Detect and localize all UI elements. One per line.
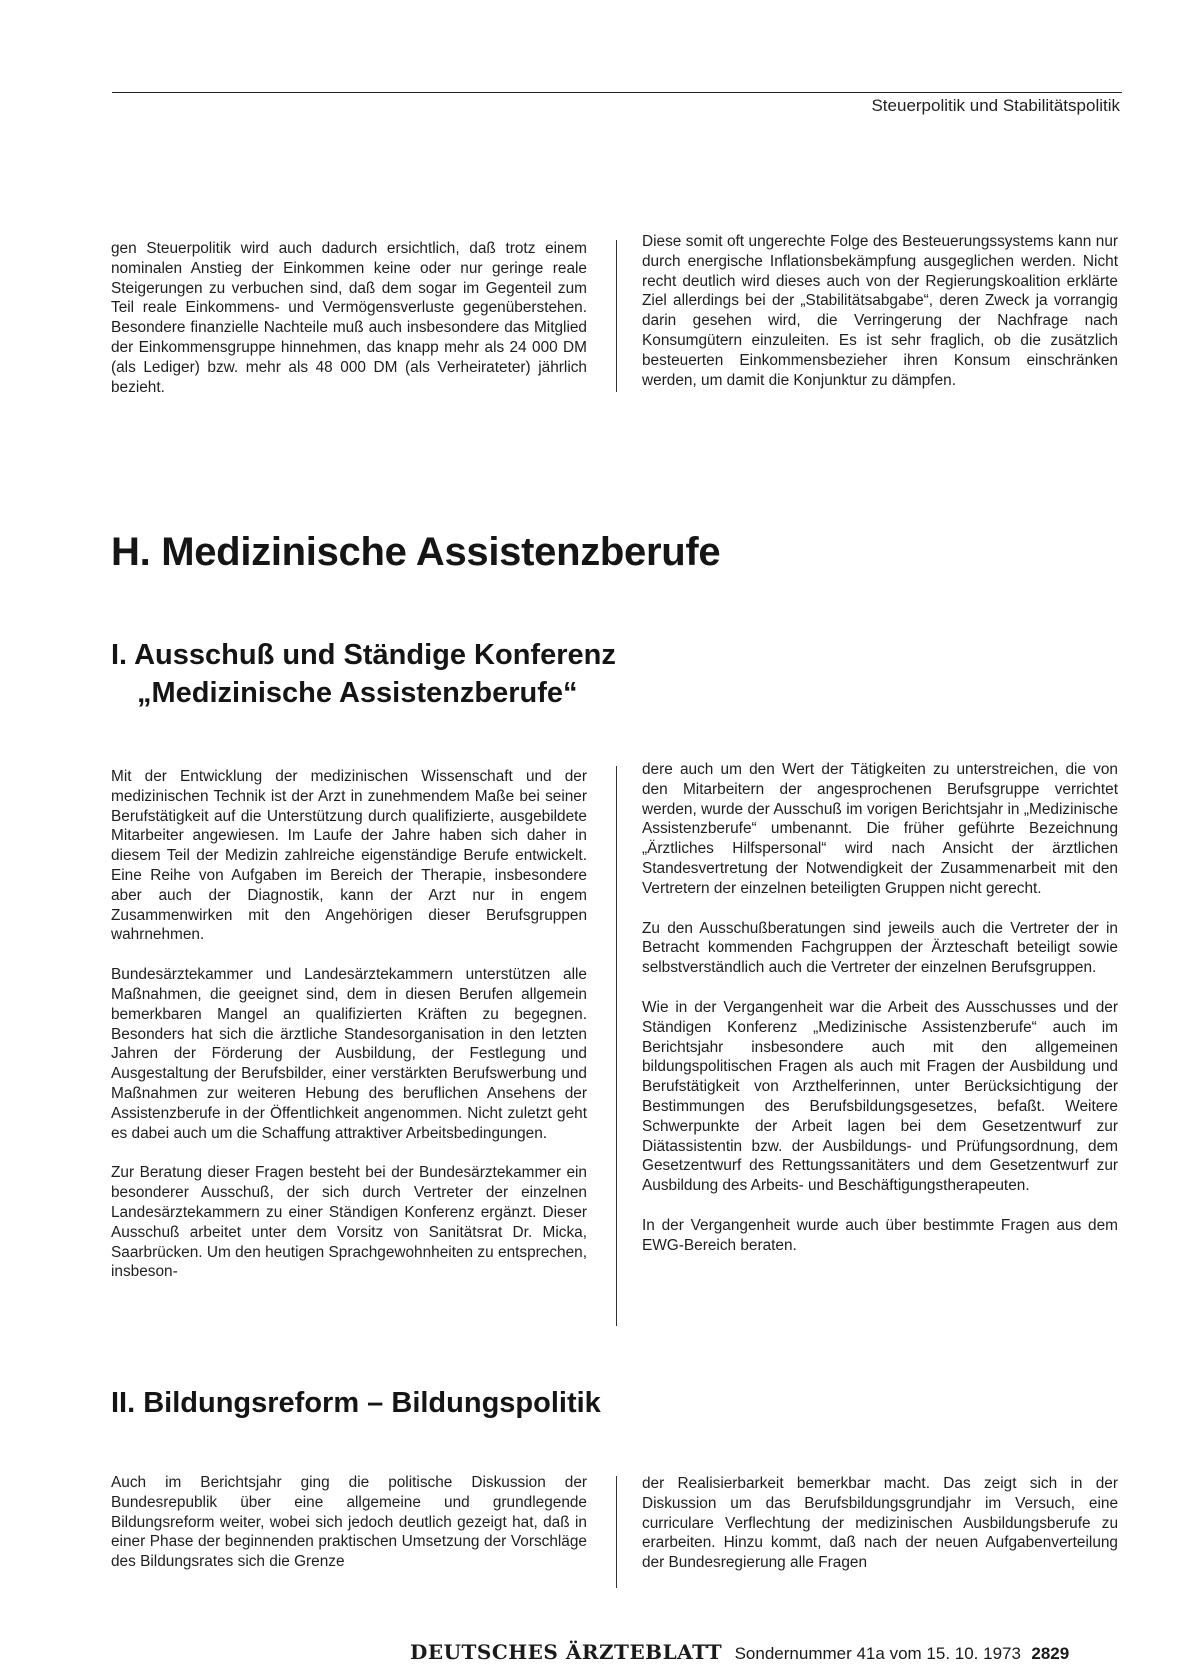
- section-1-left-column: [111, 767, 587, 1282]
- running-title: Steuerpolitik und Stabilitätspolitik: [871, 96, 1120, 115]
- paragraph: Diese somit oft ungerechte Folge des Besteuerungssystems kann nur durch energische Inflationsbekämpfung ausgeglichen werden. Nicht recht deutlich wird dieses auch von der Regierungskoalition erklärte Ziel allerdings bei der „Stabilitätsabgabe“, deren Zweck ja vorrangig darin gesehen wird, die Verringerung der Nachfrage nach Konsumgütern einzuleiten. Es ist sehr fraglich, ob die zusätzlich besteuerten Einkommensbezieher ihren Konsum einschränken werden, um damit die Konjunktur zu dämpfen.: [642, 233, 1118, 389]
- paragraph: Wie in der Vergangenheit war die Arbeit des Ausschusses und der Ständigen Konferenz „Medizinische Assistenzberufe“ auch im Berichtsjahr insbesondere auch mit den allgemeinen bildungspolitischen Fragen als auch mit Fragen der Ausbildung und Berufstätigkeit von Arzthelferinnen, unter Berücksichtigung der Bestimmungen des Berufsbildungsgesetzes, befaßt. Weitere Schwerpunkte der Arbeit lagen bei dem Gesetzentwurf zur Diätassistentin bzw. der Ausbildungs- und Prüfungsordnung, dem Gesetzentwurf des Rettungssanitäters und dem Gesetzentwurf zur Ausbildung des Arbeits- und Beschäftigungstherapeuten.: [642, 998, 1118, 1195]
- paragraph: der Realisierbarkeit bemerkbar macht. Das zeigt sich in der Diskussion um das Berufsbildungsgrundjahr im Versuch, eine curriculare Verflechtung der medizinischen Ausbildungsberufe zu erarbeiten. Hinzu kommt, daß nach der neuen Aufgabenverteilung der Bundesregierung alle Fragen: [642, 1475, 1118, 1572]
- page-number: 2829: [1031, 1644, 1070, 1663]
- top-left-column: [111, 239, 587, 397]
- top-right-column: [642, 232, 1118, 390]
- section-2-left-column: [111, 1473, 587, 1572]
- paragraph: In der Vergangenheit wurde auch über bestimmte Fragen aus dem EWG-Bereich beraten.: [642, 1216, 1118, 1254]
- paragraph: Auch im Berichtsjahr ging die politische Diskussion der Bundesrepublik über eine allgemeine und grundlegende Bildungsreform weiter, wobei sich jedoch deutlich gezeigt hat, daß in einer Phase der beginnenden praktischen Umsetzung der Vorschläge des Bildungsrates sich die Grenze: [111, 1474, 587, 1571]
- section-1-right-column: [642, 760, 1118, 1256]
- section-2-right-column: [642, 1474, 1118, 1573]
- column-divider: [616, 766, 617, 1326]
- page-footer: [410, 1640, 1069, 1664]
- section-1-title: [111, 636, 616, 712]
- paragraph: Mit der Entwicklung der medizinischen Wissenschaft und der medizinischen Technik ist der Arzt in zunehmendem Maße bei seiner Berufstätigkeit auf die Unterstützung durch qualifizierte, ausgebildete Mitarbeiter angewiesen. Im Laufe der Jahre haben sich daher in diesem Teil der Medizin zahlreiche eigenständige Berufe entwickelt. Eine Reihe von Aufgaben im Bereich der Therapie, insbesondere aber auch der Diagnostik, kann der Arzt nur in engem Zusammenwirken mit den Angehörigen dieser Berufsgruppen wahrnehmen.: [111, 768, 587, 944]
- journal-masthead: DEUTSCHES ÄRZTEBLATT: [410, 1640, 723, 1664]
- paragraph: gen Steuerpolitik wird auch dadurch ersichtlich, daß trotz einem nominalen Anstieg der Einkommen keine oder nur geringe reale Steigerungen zu verbuchen sind, daß dem sogar im Gegenteil zum Teil reale Einkommens- und Vermögensverluste gegenüberstehen. Besondere finanzielle Nachteile muß auch insbesondere das Mitglied der Einkommensgruppe hinnehmen, das knapp mehr als 24 000 DM (als Lediger) bzw. mehr als 48 000 DM (als Verheirateter) jährlich bezieht.: [111, 240, 587, 396]
- header-rule: [112, 92, 1122, 93]
- section-2-title: II. Bildungsreform – Bildungspolitik: [111, 1387, 601, 1419]
- paragraph: dere auch um den Wert der Tätigkeiten zu unterstreichen, die von den Mitarbeitern der angesprochenen Berufsgruppe verrichtet werden, wurde der Ausschuß im vorigen Berichtsjahr in „Medizinische Assistenzberufe“ umbenannt. Die früher geführte Bezeichnung „Ärztliches Hilfspersonal“ wird nach Ansicht der ärztlichen Standesvertretung der Notwendigkeit der Zusammenarbeit mit den Vertretern der einzelnen beteiligten Gruppen nicht gerecht.: [642, 761, 1118, 897]
- paragraph: Bundesärztekammer und Landesärztekammern unterstützen alle Maßnahmen, die geeignet sind, dem in diesen Berufen allgemein bemerkbaren Mangel an qualifizierten Kräften zu begegnen. Besonders hat sich die ärztliche Standesorganisation in den letzten Jahren der Förderung der Ausbildung, der Festlegung und Ausgestaltung der Berufsbilder, einer verstärkten Berufswerbung und Maßnahmen zur weiteren Hebung des beruflichen Ansehens der Assistenzberufe in der Öffentlichkeit angenommen. Nicht zuletzt geht es dabei auch um die Schaffung attraktiver Arbeitsbedingungen.: [111, 966, 587, 1142]
- section-1-title-line2: „Medizinische Assistenzberufe“: [137, 677, 578, 709]
- chapter-title: H. Medizinische Assistenzberufe: [111, 530, 721, 574]
- issue-info: Sondernummer 41a vom 15. 10. 1973: [734, 1644, 1021, 1663]
- paragraph: Zur Beratung dieser Fragen besteht bei der Bundesärztekammer ein besonderer Ausschuß, der sich durch Vertreter der einzelnen Landesärztekammern zu einer Ständigen Konferenz ergänzt. Dieser Ausschuß arbeitet unter dem Vorsitz von Sanitätsrat Dr. Micka, Saarbrücken. Um den heutigen Sprachgewohnheiten zu entsprechen, insbeson-: [111, 1164, 587, 1281]
- section-1-title-line1: I. Ausschuß und Ständige Konferenz: [111, 639, 616, 671]
- column-divider: [616, 1476, 617, 1588]
- column-divider: [616, 240, 617, 392]
- paragraph: Zu den Ausschußberatungen sind jeweils auch die Vertreter der in Betracht kommenden Fachgruppen der Ärzteschaft beteiligt sowie selbstverständlich auch die Vertreter der einzelnen Berufsgruppen.: [642, 919, 1118, 977]
